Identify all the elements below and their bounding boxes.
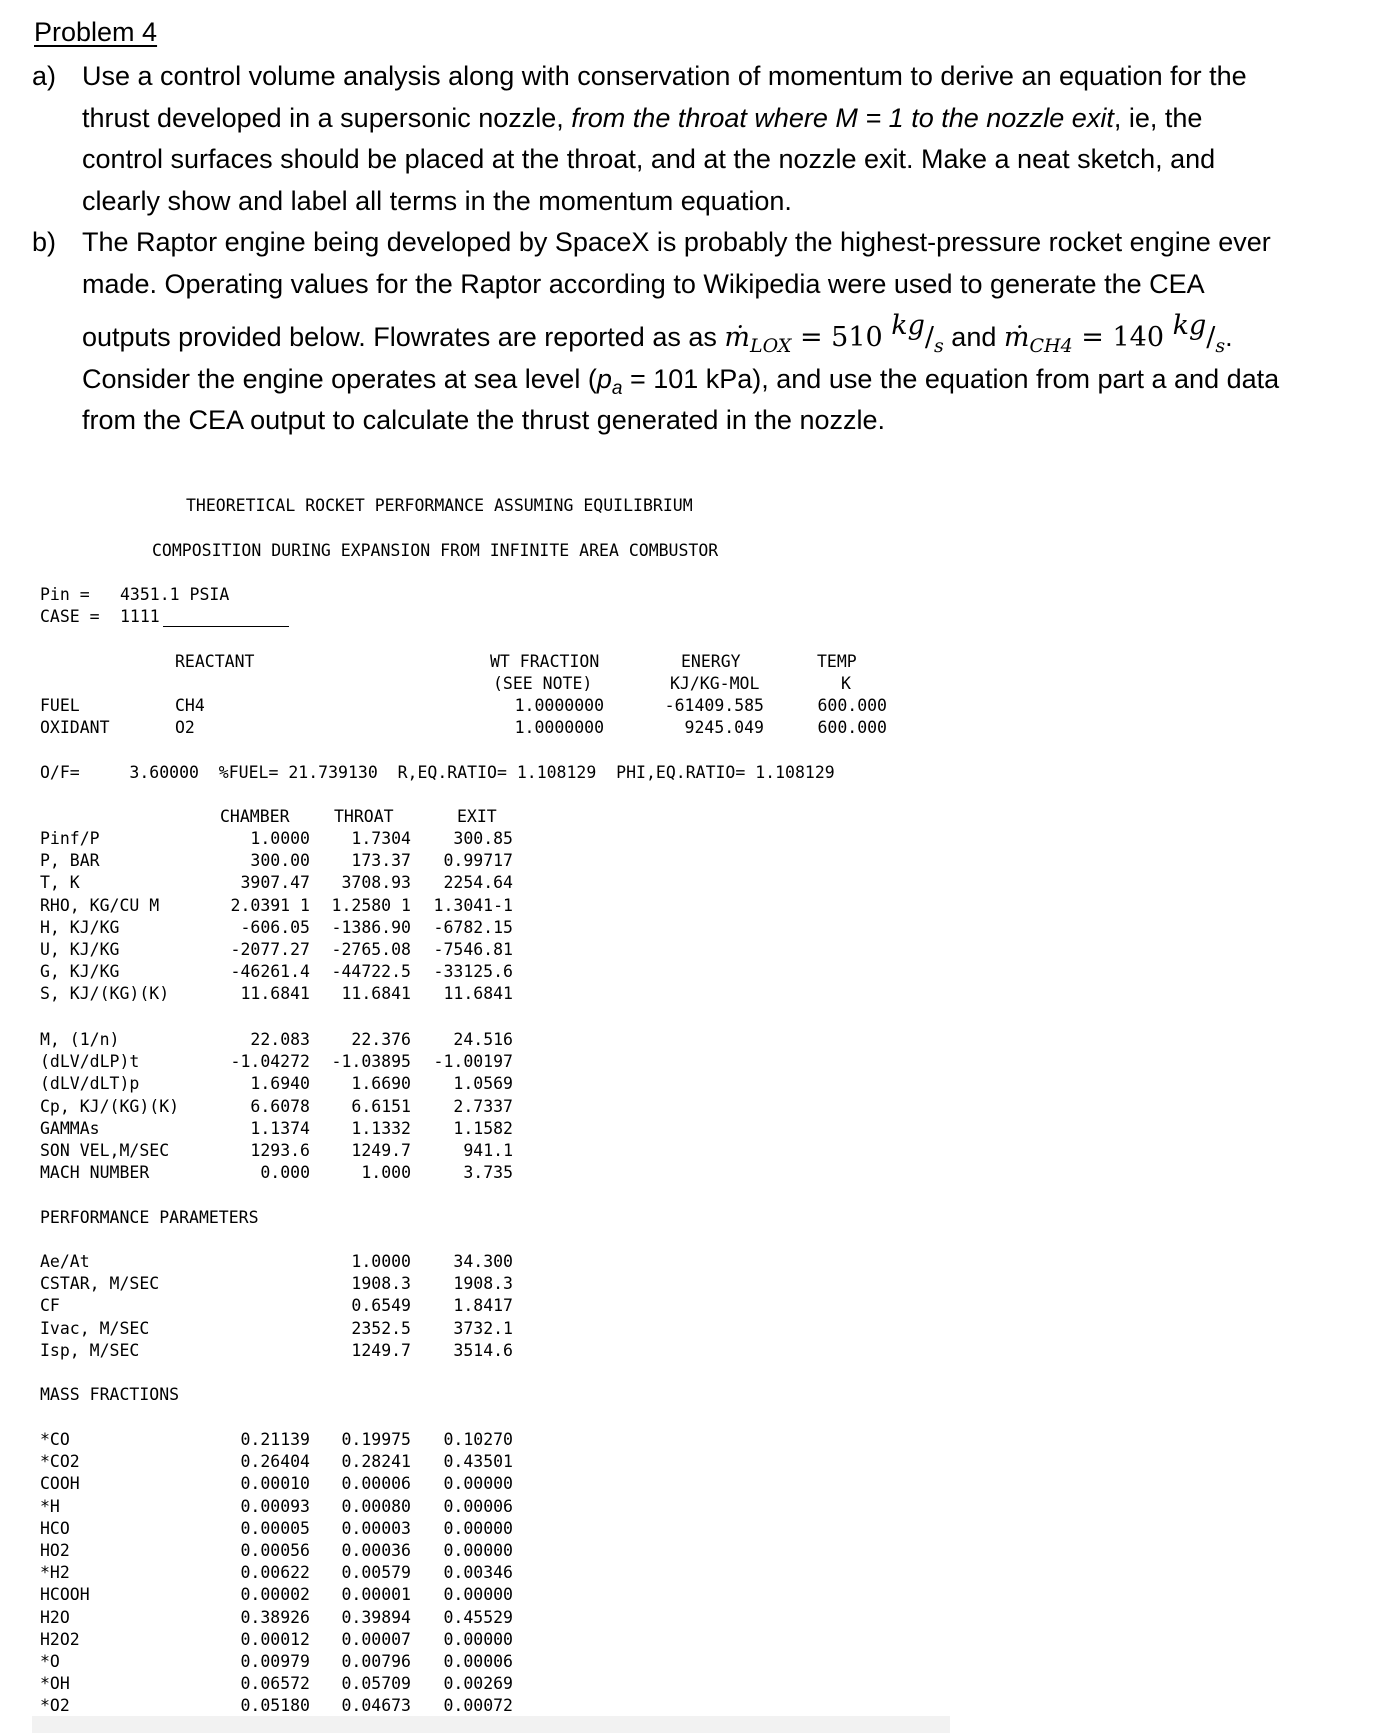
part-b-marker: b) <box>32 227 57 257</box>
mass-fraction-value: 0.10270 <box>443 1430 513 1449</box>
mass-fraction-value: 0.26404 <box>240 1452 310 1472</box>
mass-fraction-value: 0.00001 <box>341 1585 411 1605</box>
part-b-line-2: made. Operating values for the Raptor according to Wikipedia were used to generate the CEA <box>82 268 1205 299</box>
property-value: 3708.93 <box>341 873 411 893</box>
property-value: 22.083 <box>250 1030 310 1049</box>
property-label: MACH NUMBER <box>40 1163 150 1183</box>
property-label: (dLV/dLT)p <box>40 1074 140 1094</box>
mass-fraction-value: 0.00000 <box>443 1629 513 1649</box>
property-value: 0.000 <box>260 1163 310 1183</box>
col-head-throat: THROAT <box>334 807 394 826</box>
mass-fraction-label: *O <box>40 1652 60 1671</box>
property-value: 2254.64 <box>443 873 513 893</box>
mass-fraction-value: 0.00000 <box>443 1585 513 1605</box>
m-lox-unit-num: kg <box>891 310 925 341</box>
pin-value: 4351.1 PSIA <box>120 585 230 604</box>
reactant-energy: -61409.585 <box>664 696 764 715</box>
property-value: 1.1582 <box>453 1118 513 1138</box>
performance-value: 3732.1 <box>453 1318 513 1338</box>
mass-fraction-label: COOH <box>40 1474 80 1494</box>
mass-fraction-value: 0.00056 <box>240 1541 310 1560</box>
reactant-role: FUEL <box>40 696 80 715</box>
reactant-wt-fraction: 1.0000000 <box>514 696 604 715</box>
property-value: -46261.4 <box>230 962 310 982</box>
property-label: GAMMAs <box>40 1118 100 1138</box>
property-value: -1.04272 <box>230 1052 310 1072</box>
mass-fraction-label: HO2 <box>40 1541 70 1560</box>
mass-fraction-label: *CO <box>40 1430 70 1449</box>
cea-header-1: THEORETICAL ROCKET PERFORMANCE ASSUMING EQUILIBRIUM <box>186 496 693 515</box>
of-ratio-line: O/F= 3.60000 %FUEL= 21.739130 R,EQ.RATIO= 1.108129 PHI,EQ.RATIO= 1.108129 <box>40 763 835 782</box>
property-value: -7546.81 <box>433 940 513 959</box>
mass-fraction-value: 0.00006 <box>341 1474 411 1494</box>
mass-fraction-value: 0.00036 <box>341 1541 411 1560</box>
property-label: U, KJ/KG <box>40 940 120 959</box>
part-b-line-4-pre: Consider the engine operates at sea level ( <box>82 363 597 394</box>
mass-fraction-value: 0.21139 <box>240 1430 310 1449</box>
property-value: -33125.6 <box>433 962 513 982</box>
mass-fraction-value: 0.00000 <box>443 1474 513 1494</box>
mass-fraction-value: 0.00080 <box>341 1496 411 1516</box>
performance-label: CSTAR, M/SEC <box>40 1274 160 1294</box>
part-a-line-3: control surfaces should be placed at the throat, and at the nozzle exit. Make a neat sketch, and <box>82 144 1216 174</box>
property-value: 11.6841 <box>443 984 513 1004</box>
mass-fraction-value: 0.00796 <box>341 1652 411 1671</box>
mass-fraction-value: 0.43501 <box>443 1452 513 1472</box>
reactant-name: CH4 <box>175 696 205 715</box>
property-value: 1.1374 <box>250 1118 310 1138</box>
property-value: 1.0569 <box>453 1074 513 1094</box>
reactant-name: O2 <box>175 718 195 737</box>
property-value: 2.7337 <box>453 1096 513 1116</box>
performance-label: Ivac, M/SEC <box>40 1318 150 1338</box>
mass-fraction-value: 0.00000 <box>443 1541 513 1560</box>
mass-fraction-label: *OH <box>40 1674 70 1694</box>
mass-fraction-value: 0.00000 <box>443 1518 513 1538</box>
pa-subscript: a <box>611 377 623 399</box>
mass-fraction-value: 0.00622 <box>240 1563 310 1583</box>
m-lox-value: = 510 <box>791 322 892 353</box>
property-value: 300.00 <box>250 851 310 871</box>
reactant-temp: 600.000 <box>817 718 887 737</box>
property-value: 24.516 <box>453 1030 513 1049</box>
property-value: -1386.90 <box>331 917 411 937</box>
m-lox-subscript: LOX <box>749 335 792 357</box>
mass-fraction-value: 0.00006 <box>443 1496 513 1516</box>
m-lox-symbol: ṁ <box>724 322 750 353</box>
performance-value: 0.6549 <box>351 1296 411 1316</box>
property-label: P, BAR <box>40 851 100 871</box>
m-ch4-value: = 140 <box>1072 322 1173 353</box>
mass-fraction-value: 0.00002 <box>240 1585 310 1605</box>
mass-fraction-value: 0.00006 <box>443 1652 513 1671</box>
performance-value: 1.8417 <box>453 1296 513 1316</box>
m-lox-unit-den: s <box>934 335 944 357</box>
performance-value: 34.300 <box>453 1252 513 1271</box>
property-value: 941.1 <box>463 1141 513 1160</box>
energy-header-2: KJ/KG-MOL <box>670 674 760 693</box>
part-a-line-2-pre: thrust developed in a supersonic nozzle, <box>82 102 572 133</box>
reactant-header: REACTANT <box>175 652 255 671</box>
mass-fraction-value: 0.00579 <box>341 1563 411 1583</box>
property-value: 1.000 <box>361 1163 411 1183</box>
property-value: 1.1332 <box>351 1118 411 1138</box>
performance-value: 2352.5 <box>351 1318 411 1338</box>
pa-symbol: p <box>596 363 612 394</box>
mass-fraction-value: 0.28241 <box>341 1452 411 1472</box>
property-value: 1.6940 <box>250 1074 310 1094</box>
mass-fraction-value: 0.19975 <box>341 1430 411 1449</box>
property-value: -1.03895 <box>331 1052 411 1072</box>
property-value: -1.00197 <box>433 1052 513 1072</box>
cea-header-2: COMPOSITION DURING EXPANSION FROM INFINITE AREA COMBUSTOR <box>152 541 719 560</box>
property-value: 1.3041-1 <box>433 895 513 915</box>
part-b-line-3-pre: outputs provided below. Flowrates are reported as as <box>82 322 725 352</box>
reactant-role: OXIDANT <box>40 718 110 737</box>
property-label: (dLV/dLP)t <box>40 1052 140 1072</box>
performance-value: 3514.6 <box>453 1340 513 1360</box>
property-label: RHO, KG/CU M <box>40 895 160 915</box>
property-value: -2765.08 <box>331 940 411 959</box>
bottom-shade <box>32 1716 950 1733</box>
property-value: 11.6841 <box>341 984 411 1004</box>
mass-fraction-value: 0.00346 <box>443 1563 513 1583</box>
mass-fraction-label: *O2 <box>40 1696 70 1716</box>
mass-fraction-value: 0.00072 <box>443 1696 513 1716</box>
mass-fraction-label: *H2 <box>40 1563 70 1583</box>
mass-fraction-label: *H <box>40 1496 60 1516</box>
property-value: 1249.7 <box>351 1141 411 1160</box>
mass-fraction-value: 0.00979 <box>240 1652 310 1671</box>
property-label: M, (1/n) <box>40 1030 120 1049</box>
property-label: G, KJ/KG <box>40 962 120 982</box>
m-ch4-unit-num: kg <box>1172 310 1207 341</box>
property-value: 2.0391 1 <box>230 895 310 915</box>
performance-header: PERFORMANCE PARAMETERS <box>40 1208 259 1227</box>
mass-fraction-value: 0.05709 <box>341 1674 411 1694</box>
property-value: 3.735 <box>463 1163 513 1183</box>
mass-fraction-label: HCO <box>40 1518 70 1538</box>
mass-fraction-label: H2O <box>40 1607 70 1627</box>
performance-label: Ae/At <box>40 1252 90 1271</box>
property-label: Pinf/P <box>40 829 100 848</box>
mass-fraction-value: 0.38926 <box>240 1607 310 1627</box>
part-a-line-2-italic: from the throat where M = 1 to the nozzle exit <box>571 102 1114 133</box>
mass-fraction-label: *CO2 <box>40 1452 80 1472</box>
performance-value: 1908.3 <box>453 1274 513 1294</box>
performance-value: 1908.3 <box>351 1274 411 1294</box>
mass-fraction-value: 0.05180 <box>240 1696 310 1716</box>
temp-header-2: K <box>841 674 851 693</box>
property-label: Cp, KJ/(KG)(K) <box>40 1096 180 1116</box>
part-b-line-1: The Raptor engine being developed by SpaceX is probably the highest-pressure rocket engine ever <box>82 227 1271 257</box>
part-a-line-4: clearly show and label all terms in the momentum equation. <box>82 185 792 216</box>
property-label: SON VEL,M/SEC <box>40 1141 170 1160</box>
col-head-chamber: CHAMBER <box>220 807 290 826</box>
property-value: 6.6078 <box>250 1096 310 1116</box>
temp-header-1: TEMP <box>817 652 857 671</box>
mass-fraction-label: HCOOH <box>40 1585 90 1605</box>
reactant-energy: 9245.049 <box>684 718 764 737</box>
part-a-marker: a) <box>32 61 57 91</box>
property-value: -6782.15 <box>433 917 513 937</box>
energy-header-1: ENERGY <box>681 652 741 671</box>
col-head-exit: EXIT <box>457 807 497 826</box>
m-ch4-subscript: CH4 <box>1029 335 1073 357</box>
mass-fraction-value: 0.00093 <box>240 1496 310 1516</box>
property-label: H, KJ/KG <box>40 917 120 937</box>
part-a-line-2-post: , ie, the <box>1113 102 1203 133</box>
performance-label: Isp, M/SEC <box>40 1340 140 1360</box>
case-value: 1111 <box>120 607 160 626</box>
mass-fraction-value: 0.04673 <box>341 1696 411 1716</box>
performance-value: 1.0000 <box>351 1252 411 1271</box>
performance-label: CF <box>40 1296 60 1316</box>
property-value: 22.376 <box>351 1030 411 1049</box>
reactant-wt-fraction: 1.0000000 <box>514 718 604 737</box>
part-b-line-5: from the CEA output to calculate the thrust generated in the nozzle. <box>82 405 885 435</box>
mass-fraction-value: 0.00003 <box>341 1518 411 1538</box>
property-value: 1.0000 <box>250 829 310 848</box>
mass-fraction-value: 0.39894 <box>341 1607 411 1627</box>
wt-fraction-header-2: (SEE NOTE) <box>493 674 593 693</box>
property-value: 1.7304 <box>351 829 411 848</box>
property-value: 6.6151 <box>351 1096 411 1116</box>
property-value: 300.85 <box>453 829 513 848</box>
mass-fraction-value: 0.00005 <box>240 1518 310 1538</box>
property-value: 0.99717 <box>443 851 513 871</box>
property-label: T, K <box>40 873 80 893</box>
case-label: CASE = <box>40 607 100 626</box>
reactant-temp: 600.000 <box>817 696 887 715</box>
property-value: 173.37 <box>351 851 411 871</box>
pin-label: Pin = <box>40 585 90 604</box>
mass-fraction-value: 0.45529 <box>443 1607 513 1627</box>
problem-title: Problem 4 <box>34 17 158 47</box>
property-value: 3907.47 <box>240 873 310 893</box>
and-text: and <box>943 322 1004 352</box>
performance-value: 1249.7 <box>351 1340 411 1360</box>
mass-fraction-value: 0.00012 <box>240 1629 310 1649</box>
part-b-line-3: outputs provided below. Flowrates are reported as as ṁ$_{LOX}$ = 510 $kg/_s$ and ṁ$_{CH4}$ = 140 $kg/_s$. <box>82 310 1233 357</box>
m-ch4-unit-den: s <box>1215 335 1226 357</box>
property-value: 1293.6 <box>250 1141 310 1160</box>
property-value: 1.2580 1 <box>331 895 411 915</box>
mass-fraction-value: 0.00269 <box>443 1674 513 1694</box>
property-label: S, KJ/(KG)(K) <box>40 984 170 1004</box>
property-value: 11.6841 <box>240 984 310 1004</box>
part-b-line-3-end: . <box>1225 322 1233 352</box>
m-ch4-symbol: ṁ <box>1003 322 1030 353</box>
part-b-line-4-post: = 101 kPa), and use the equation from part a and data <box>622 363 1280 394</box>
mass-fraction-value: 0.00007 <box>341 1629 411 1649</box>
part-a-line-1: Use a control volume analysis along with conservation of momentum to derive an equation for the <box>82 61 1247 91</box>
mass-fraction-value: 0.00010 <box>240 1474 310 1494</box>
wt-fraction-header-1: WT FRACTION <box>490 652 600 671</box>
property-value: -2077.27 <box>230 940 310 959</box>
property-value: 1.6690 <box>351 1074 411 1094</box>
mass-fraction-label: H2O2 <box>40 1629 80 1649</box>
mass-fraction-value: 0.06572 <box>240 1674 310 1694</box>
property-value: -44722.5 <box>331 962 411 982</box>
case-underline <box>163 626 289 627</box>
property-value: -606.05 <box>240 917 310 937</box>
mass-fractions-header: MASS FRACTIONS <box>40 1385 180 1404</box>
